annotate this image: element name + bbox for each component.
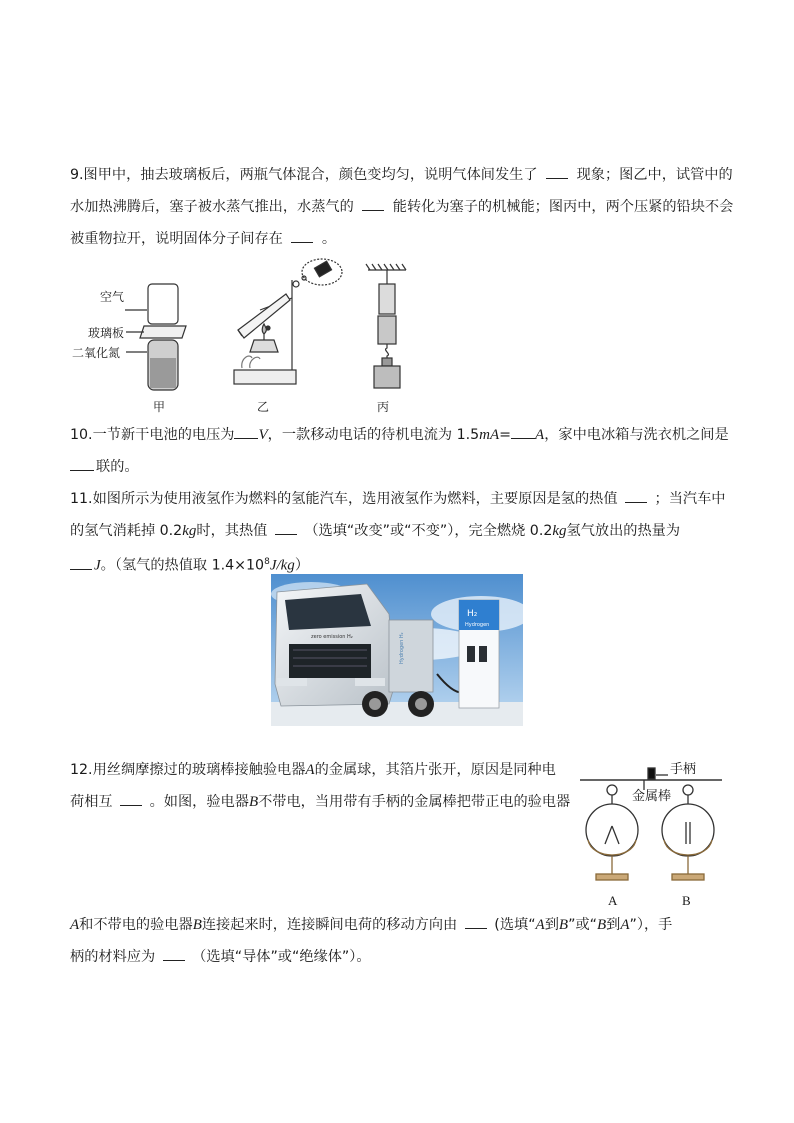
q12-text: 。如图，验电器	[149, 794, 249, 810]
unit-ma: mA	[479, 427, 500, 443]
q9-text: 。	[321, 231, 337, 247]
q12-line-1	[70, 760, 556, 780]
label-handle: 手柄	[670, 762, 697, 777]
q12-text: （选填“导体”或“绝缘体”）。	[192, 949, 371, 965]
electroscope-figure	[576, 760, 726, 910]
lead-blocks-diagram	[366, 264, 406, 388]
q12-text: 12.用丝绸摩擦过的玻璃棒接触验电器	[70, 762, 306, 778]
q11-text: 的氢气消耗掉 0.2	[70, 523, 183, 539]
answer-blank[interactable]	[625, 488, 647, 503]
q12-text: 的金属球，其箔片张开，原因是同种电	[314, 762, 556, 778]
truck-label: zero emission H₂	[311, 634, 353, 640]
gas-bottles-diagram	[125, 284, 186, 390]
q9-text: 能转化为塞子的机械能；图丙中，两个压紧的铅块不会	[392, 199, 734, 215]
q9-line-2	[70, 196, 733, 217]
caption-b: B	[682, 893, 691, 908]
caption-bing: 丙	[377, 400, 390, 414]
label-glass-plate: 玻璃板	[88, 326, 125, 340]
answer-blank[interactable]	[120, 791, 142, 806]
q12-line-2	[70, 791, 570, 812]
q11-text: 氢气放出的热量为	[566, 523, 681, 539]
q9-line-1	[70, 164, 733, 185]
q11-line-3	[70, 552, 309, 576]
unit-j: J	[94, 557, 101, 574]
q11-text: 时，其热值	[196, 523, 268, 539]
q12-text: ”），手	[629, 917, 673, 933]
truck-side-label: Hydrogen H₂	[399, 632, 405, 664]
var-a: A	[70, 917, 80, 933]
q11-text: ）	[294, 557, 310, 574]
q12-text: (选填“	[494, 917, 536, 933]
q10-text: =	[499, 427, 512, 443]
q12-line-3	[70, 914, 672, 935]
station-h2-label: H₂	[467, 609, 478, 619]
answer-blank[interactable]	[163, 946, 185, 961]
q11-line-1	[70, 488, 726, 509]
answer-blank[interactable]	[275, 520, 297, 535]
label-nitrogen-dioxide: 二氧化氮	[72, 346, 121, 360]
answer-blank[interactable]	[465, 914, 487, 929]
unit-kg: kg	[552, 523, 567, 539]
q12-text: 到	[544, 917, 559, 933]
caption-a: A	[608, 893, 618, 908]
q9-text: 现象；图乙中，试管中的	[576, 167, 733, 183]
var-b: B	[248, 794, 259, 810]
q10-text: ，家中电冰箱与洗衣机之间是	[544, 427, 729, 443]
q9-text: 水加热沸腾后，塞子被水蒸气推出，水蒸气的	[70, 199, 354, 215]
q10-line-2	[70, 456, 139, 477]
test-tube-heating-diagram	[234, 259, 342, 384]
q9-figure	[90, 258, 430, 418]
q12-text: 和不带电的验电器	[79, 917, 193, 933]
answer-blank[interactable]	[291, 228, 313, 243]
q9-text: 被重物拉开，说明固体分子间存在	[70, 231, 283, 247]
unit-a: A	[535, 427, 545, 443]
label-metal-rod: 金属棒	[632, 789, 672, 804]
exponent: 8	[264, 557, 270, 567]
q12-text: 柄的材料应为	[70, 949, 156, 965]
q9-line-3	[70, 228, 336, 249]
caption-jia: 甲	[153, 400, 166, 414]
var-b: B	[596, 917, 607, 933]
q11-line-2	[70, 520, 680, 541]
q10-line-1	[70, 424, 729, 445]
answer-blank[interactable]	[234, 424, 258, 439]
q12-text: 连接起来时，连接瞬间电荷的移动方向由	[201, 917, 458, 933]
answer-blank[interactable]	[70, 456, 94, 471]
var-a: A	[620, 917, 630, 933]
q12-text: ”或“	[568, 917, 597, 933]
q12-text: 不带电，当用带有手柄的金属棒把带正电的验电器	[258, 794, 571, 810]
truck-illustration	[271, 574, 523, 726]
answer-blank[interactable]	[362, 196, 384, 211]
q10-text: 联的。	[96, 459, 139, 475]
q9-text: 9.图甲中，抽去玻璃板后，两瓶气体混合，颜色变均匀，说明气体间发生了	[70, 167, 538, 183]
var-a: A	[535, 917, 545, 933]
q10-text: ，一款移动电话的待机电流为 1.5	[267, 427, 480, 443]
q12-line-4	[70, 946, 371, 967]
q11-text: （选填“改变”或“不变”），完全燃烧 0.2	[304, 523, 553, 539]
q11-text: ；当汽车中	[654, 491, 726, 507]
q12-text: 荷相互	[70, 794, 113, 810]
unit-kg: kg	[182, 523, 197, 539]
station-word-label: Hydrogen	[465, 622, 490, 628]
q12-text: 到	[606, 917, 621, 933]
hydrogen-truck-photo	[271, 574, 523, 726]
var-a: A	[305, 762, 315, 778]
q11-text: 。（氢气的热值取 1.4×10	[100, 557, 265, 574]
label-air: 空气	[100, 290, 125, 304]
answer-blank[interactable]	[70, 555, 92, 570]
q11-text: 11.如图所示为使用液氢作为燃料的氢能汽车，选用液氢作为燃料，主要原因是氢的热值	[70, 491, 618, 507]
unit-v: V	[258, 427, 268, 443]
var-b: B	[558, 917, 569, 933]
caption-yi: 乙	[257, 400, 270, 414]
answer-blank[interactable]	[546, 164, 568, 179]
q10-text: 10.一节新干电池的电压为	[70, 427, 235, 443]
answer-blank[interactable]	[511, 424, 535, 439]
unit-jkg: J/kg	[269, 557, 295, 574]
var-b: B	[192, 917, 202, 933]
